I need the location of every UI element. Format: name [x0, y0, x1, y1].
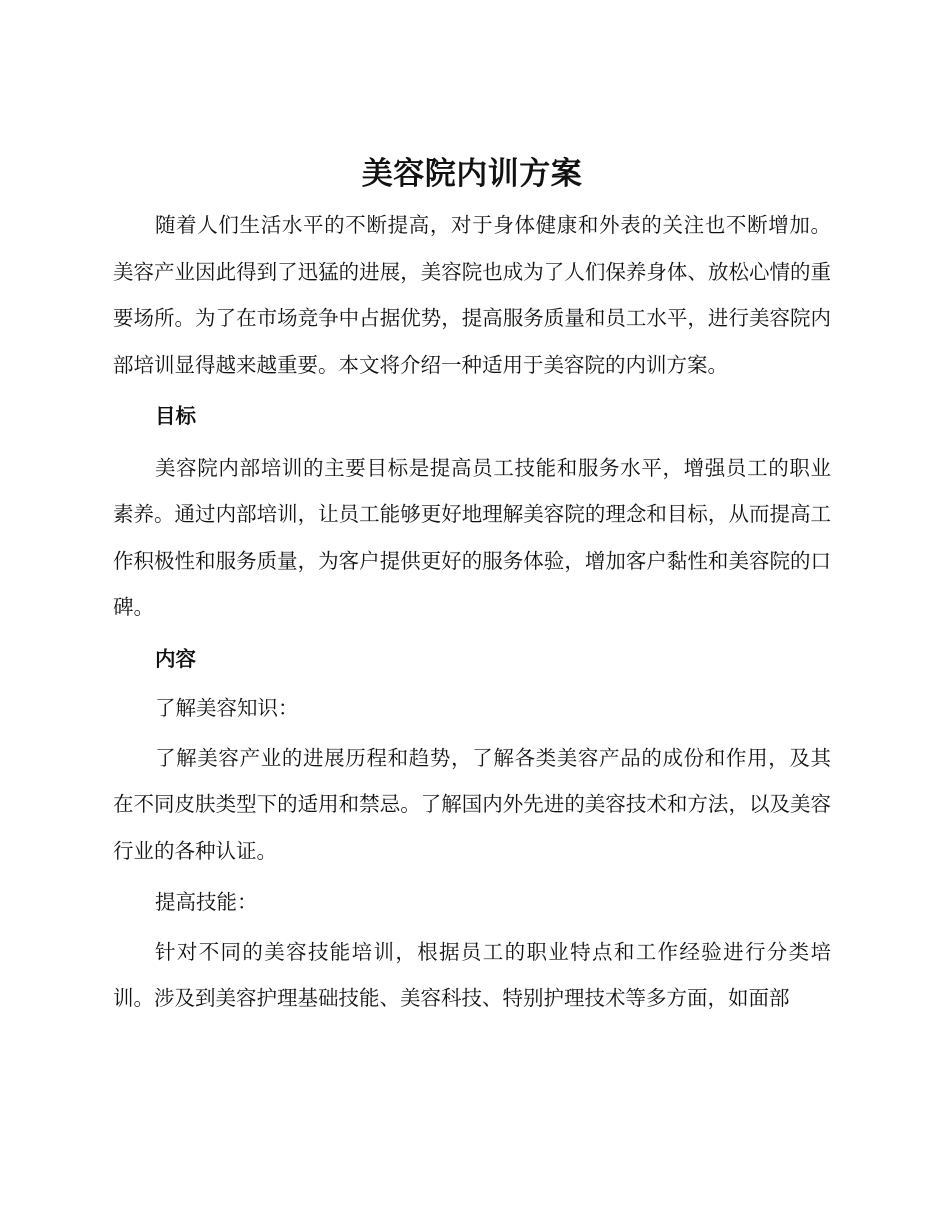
content-item-paragraph: 了解美容产业的进展历程和趋势，了解各类美容产品的成份和作用，及其在不同皮肤类型下的适用和禁忌。了解国内外先进的美容技术和方法，以及美容行业的各种认证。 [113, 745, 831, 863]
section-heading-goal: 目标 [155, 404, 196, 428]
document-title: 美容院内训方案 [361, 156, 583, 192]
goal-paragraph: 美容院内部培训的主要目标是提高员工技能和服务水平，增强员工的职业素养。通过内部培训，让员工能够更好地理解美容院的理念和目标，从而提高工作积极性和服务质量，为客户提供更好的服务体验，增加客户黏性和美容院的口碑。 [113, 455, 831, 619]
content-item-paragraph: 针对不同的美容技能培训，根据员工的职业特点和工作经验进行分类培训。涉及到美容护理基础技能、美容科技、特别护理技术等多方面，如面部 [113, 939, 831, 1010]
content-item-label: 提高技能： [155, 890, 258, 914]
content-item-label: 了解美容知识： [155, 696, 299, 720]
section-heading-content: 内容 [155, 646, 196, 671]
document-body [113, 148, 831, 1022]
intro-paragraph: 随着人们生活水平的不断提高，对于身体健康和外表的关注也不断增加。美容产业因此得到了迅猛的进展，美容院也成为了人们保养身体、放松心情的重要场所。为了在市场竞争中占据优势，提高服务质量和员工水平，进行美容院内部培训显得越来越重要。本文将介绍一种适用于美容院的内训方案。 [113, 213, 831, 377]
